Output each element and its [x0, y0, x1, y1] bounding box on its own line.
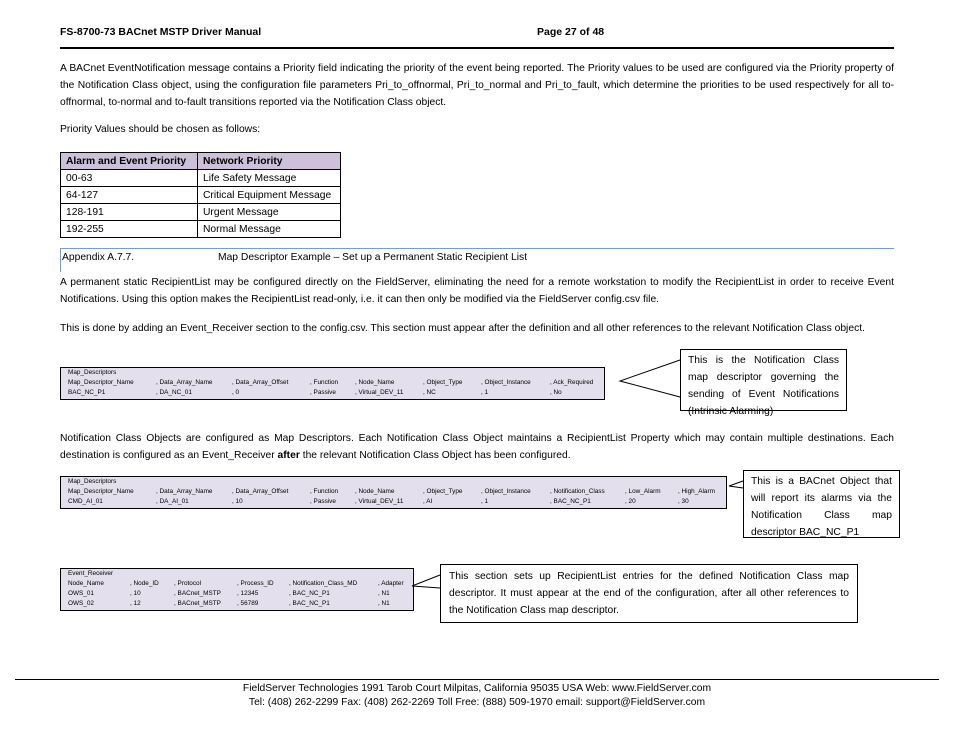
callout-bacnet-object: This is a BACnet Object that will report its alarms via the Notification Class map descriptor BAC_NC_P1 — [743, 470, 900, 538]
config-cell: , Object_Instance — [481, 379, 531, 386]
paragraph-static-recipient: A permanent static RecipientList may be configured directly on the FieldServer, eliminating the need for a remote workstation to modify the RecipientList in order to receive Event Notifications. Using this option makes the RecipientList read-only, i.e. it can then only be modified via the FieldServer config.csv file. — [60, 277, 894, 305]
config-cell: , Passive — [310, 498, 336, 505]
config-cell: , 20 — [625, 498, 636, 505]
config-cell: , Node_ID — [130, 580, 159, 587]
config-cell: , 10 — [232, 498, 243, 505]
table-cell: Life Safety Message — [198, 170, 341, 187]
config-cell: , Node_Name — [355, 488, 395, 495]
config-cell: , Object_Type — [423, 379, 463, 386]
config-cell: CMD_AI_01 — [68, 498, 103, 505]
table-cell: 192-255 — [61, 221, 198, 238]
config-cell: , Virtual_DEV_11 — [355, 389, 404, 396]
config-cell: , Passive — [310, 389, 336, 396]
config-cell: , DA_NC_01 — [156, 389, 192, 396]
config-section-label: Event_Receiver — [68, 570, 114, 577]
config-cell: , Data_Array_Name — [156, 379, 213, 386]
config-cell: , BACnet_MSTP — [174, 590, 221, 597]
config-cell: , Data_Array_Name — [156, 488, 213, 495]
paragraph-priority-intro: A BACnet EventNotification message contains a Priority field indicating the priority of the event being reported. The Priority values to be used are configured via the Priority property of the Notification Class object, using the configuration file parameters Pri_to_offnormal, Pri_to_normal and Pri_to_fault, which determine the priorities to be used respectively for all to-offnormal, to-normal and to-fault transitions reported via the Notification Class object. — [60, 63, 894, 108]
config-cell: , Object_Type — [423, 488, 463, 495]
config-cell: , BAC_NC_P1 — [550, 498, 591, 505]
document-title: FS-8700-73 BACnet MSTP Driver Manual — [60, 26, 262, 38]
config-section-label: Map_Descriptors — [68, 369, 117, 376]
config-cell: , Function — [310, 379, 339, 386]
config-cell: Map_Descriptor_Name — [68, 379, 134, 386]
table-cell: 00-63 — [61, 170, 198, 187]
config-cell: OWS_02 — [68, 600, 94, 607]
config-cell: , 0 — [232, 389, 240, 396]
config-section-label: Map_Descriptors — [68, 478, 117, 485]
config-cell: , No — [550, 389, 562, 396]
config-cell: , Node_Name — [355, 379, 395, 386]
table-header-cell: Network Priority — [198, 153, 341, 170]
paragraph-event-receiver: This is done by adding an Event_Receiver section to the config.csv. This section must appear after the definition and all other references to the relevant Notification Class object. — [60, 323, 865, 334]
config-cell: , Protocol — [174, 580, 201, 587]
config-cell: OWS_01 — [68, 590, 94, 597]
config-cell: , N1 — [378, 600, 390, 607]
config-cell: , Function — [310, 488, 339, 495]
callout-notification-class: This is the Notification Class map descriptor governing the sending of Event Notifications (Intrinsic Alarming) — [680, 349, 847, 411]
config-cell: , Low_Alarm — [625, 488, 661, 495]
config-cell: , 56789 — [237, 600, 259, 607]
footer-address: FieldServer Technologies 1991 Tarob Court Milpitas, California 95035 USA Web: www.FieldServer.com — [242, 683, 712, 694]
appendix-number: Appendix A.7.7. — [62, 252, 135, 263]
page-number: Page 27 of 48 — [537, 26, 605, 38]
config-cell: , Virtual_DEV_11 — [355, 498, 404, 505]
config-cell: , N1 — [378, 590, 390, 597]
paragraph-notification-objects: Notification Class Objects are configured as Map Descriptors. Each Notification Class Object maintains a RecipientList Property which may contain multiple destinations. Each destination is configured as an Event_Receiver after the relevant Notification Class Object has been configured. — [60, 433, 894, 461]
config-cell: , NC — [423, 389, 436, 396]
config-cell: , Ack_Required — [550, 379, 594, 386]
paragraph-priority-values: Priority Values should be chosen as follows: — [60, 124, 261, 135]
table-header-cell: Alarm and Event Priority — [61, 153, 198, 170]
table-cell: Urgent Message — [198, 204, 341, 221]
config-cell: , 1 — [481, 389, 489, 396]
callout-pointer-2 — [729, 481, 743, 488]
table-cell: Normal Message — [198, 221, 341, 238]
config-cell: Node_Name — [68, 580, 104, 587]
config-cell: , Object_Instance — [481, 488, 531, 495]
config-cell: , High_Alarm — [678, 488, 715, 495]
config-cell: , Data_Array_Offset — [232, 379, 289, 386]
config-cell: , 30 — [678, 498, 689, 505]
callout-pointer-3 — [412, 575, 440, 588]
config-cell: , 1 — [481, 498, 489, 505]
config-cell: , Adapter — [378, 580, 404, 587]
table-cell: 128-191 — [61, 204, 198, 221]
table-cell: 64-127 — [61, 187, 198, 204]
table-cell: Critical Equipment Message — [198, 187, 341, 204]
config-cell: , BAC_NC_P1 — [289, 590, 330, 597]
appendix-title: Map Descriptor Example – Set up a Permanent Static Recipient List — [218, 252, 528, 263]
config-cell: , DA_AI_01 — [156, 498, 189, 505]
config-cell: , BAC_NC_P1 — [289, 600, 330, 607]
config-cell: , Data_Array_Offset — [232, 488, 289, 495]
emphasis-after: after — [277, 450, 300, 461]
callout-event-receiver: This section sets up RecipientList entries for the defined Notification Class map descriptor. It must appear at the end of the configuration, after all other references to the Notification Class map descriptor. — [440, 564, 858, 623]
config-cell: , 12 — [130, 600, 141, 607]
footer-divider — [15, 679, 939, 680]
config-cell: , Notification_Class_MD — [289, 580, 358, 587]
callout-pointer-1 — [620, 360, 680, 397]
config-cell: , Process_ID — [237, 580, 274, 587]
config-cell: , AI — [423, 498, 433, 505]
config-cell: , BACnet_MSTP — [174, 600, 221, 607]
config-cell: Map_Descriptor_Name — [68, 488, 134, 495]
config-cell: , 12345 — [237, 590, 259, 597]
config-cell: , 10 — [130, 590, 141, 597]
config-cell: BAC_NC_P1 — [68, 389, 106, 396]
config-cell: , Notification_Class — [550, 488, 605, 495]
footer-contact: Tel: (408) 262-2299 Fax: (408) 262-2269 Toll Free: (888) 509-1970 email: support@FieldServer.com — [248, 697, 706, 708]
